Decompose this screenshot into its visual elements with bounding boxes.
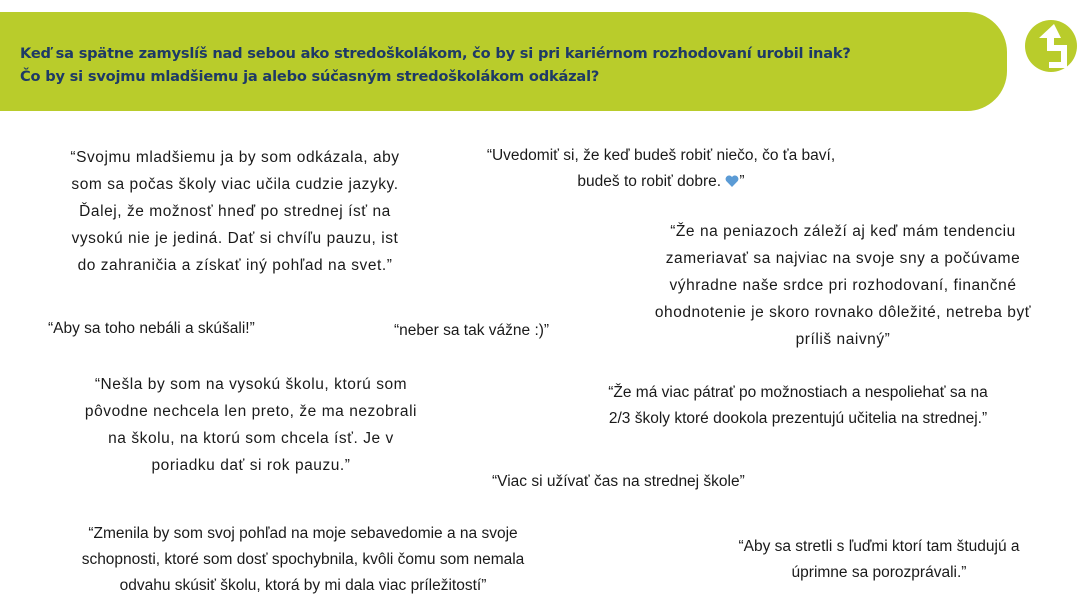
- quote-line: do zahraničia a získať iný pohľad na svet.”: [77, 257, 393, 274]
- quote-line: “Že na peniazoch záleží aj keď mám tendenciu: [670, 223, 1016, 240]
- arrow-logo-icon: [1021, 18, 1081, 74]
- quote-line: “Že má viac pátrať po možnostiach a nespoliehať sa na: [608, 384, 988, 401]
- quote-languages: [36, 144, 434, 279]
- quote-line: úprimne sa porozprávali.”: [791, 564, 967, 581]
- quote-university-choice: [47, 371, 455, 479]
- quote-dont-fear: [48, 316, 255, 342]
- header-question-line-1: Keď sa spätne zamyslíš nad sebou ako stredoškolákom, čo by si pri kariérnom rozhodovaní urobil inak?: [20, 45, 851, 62]
- quote-line: “Nešla by som na vysokú školu, ktorú som: [94, 376, 408, 393]
- quote-line: poriadku dať si rok pauzu.”: [151, 457, 351, 474]
- blue-heart-icon: [725, 175, 739, 187]
- quote-enjoy-high-school: [492, 469, 745, 495]
- quote-line: schopnosti, ktoré som dosť spochybnila, kvôli čomu som nemala: [81, 551, 525, 568]
- quote-explore-options: [570, 380, 1026, 432]
- quote-money: [612, 218, 1074, 353]
- quote-line: Ďalej, že možnosť hneď po strednej ísť na: [79, 203, 391, 220]
- quote-line: “Uvedomiť si, že keď budeš robiť niečo, čo ťa baví,: [486, 147, 836, 164]
- quote-line: “Aby sa toho nebáli a skúšali!”: [48, 320, 255, 337]
- quote-meet-students: [706, 534, 1052, 586]
- quote-line: “Svojmu mladšiemu ja by som odkázala, aby: [70, 149, 400, 166]
- quote-line: odvahu skúsiť školu, ktorá by mi dala viac príležitostí”: [119, 577, 487, 594]
- quote-line: “Aby sa stretli s ľuďmi ktorí tam študujú a: [738, 538, 1020, 555]
- quote-dont-be-serious: [394, 318, 549, 344]
- header-question-line-2: Čo by si svojmu mladšiemu ja alebo súčasným stredoškolákom odkázal?: [20, 68, 600, 85]
- quote-line: “Viac si užívať čas na strednej škole”: [492, 473, 745, 490]
- header-banner: [0, 12, 1007, 111]
- quote-line: “Zmenila by som svoj pohľad na moje sebavedomie a na svoje: [88, 525, 518, 542]
- quote-line: príliš naivný”: [795, 331, 891, 348]
- quote-line: zameriavať sa najviac na svoje sny a počúvame: [665, 250, 1021, 267]
- quote-line: budeš to robiť dobre. ”: [577, 173, 745, 190]
- quote-line: výhradne naše srdce pri rozhodovaní, finančné: [669, 277, 1017, 294]
- quote-line: “neber sa tak vážne :)”: [394, 322, 550, 339]
- quote-line: 2/3 školy ktoré dookola prezentujú učitelia na strednej.”: [608, 410, 988, 427]
- quote-enjoy-work: [455, 143, 867, 195]
- quote-line: som sa počas školy viac učila cudzie jazyky.: [71, 176, 399, 193]
- quote-line: vysokú nie je jediná. Dať si chvíľu pauzu, ist: [71, 230, 399, 247]
- quote-line: pôvodne nechcela len preto, že ma nezobrali: [84, 403, 418, 420]
- quote-line: ohodnotenie je skoro rovnako dôležité, netreba byť: [654, 304, 1032, 321]
- quote-self-confidence: [44, 521, 562, 599]
- quote-line: na školu, na ktorú som chcela ísť. Je v: [108, 430, 394, 447]
